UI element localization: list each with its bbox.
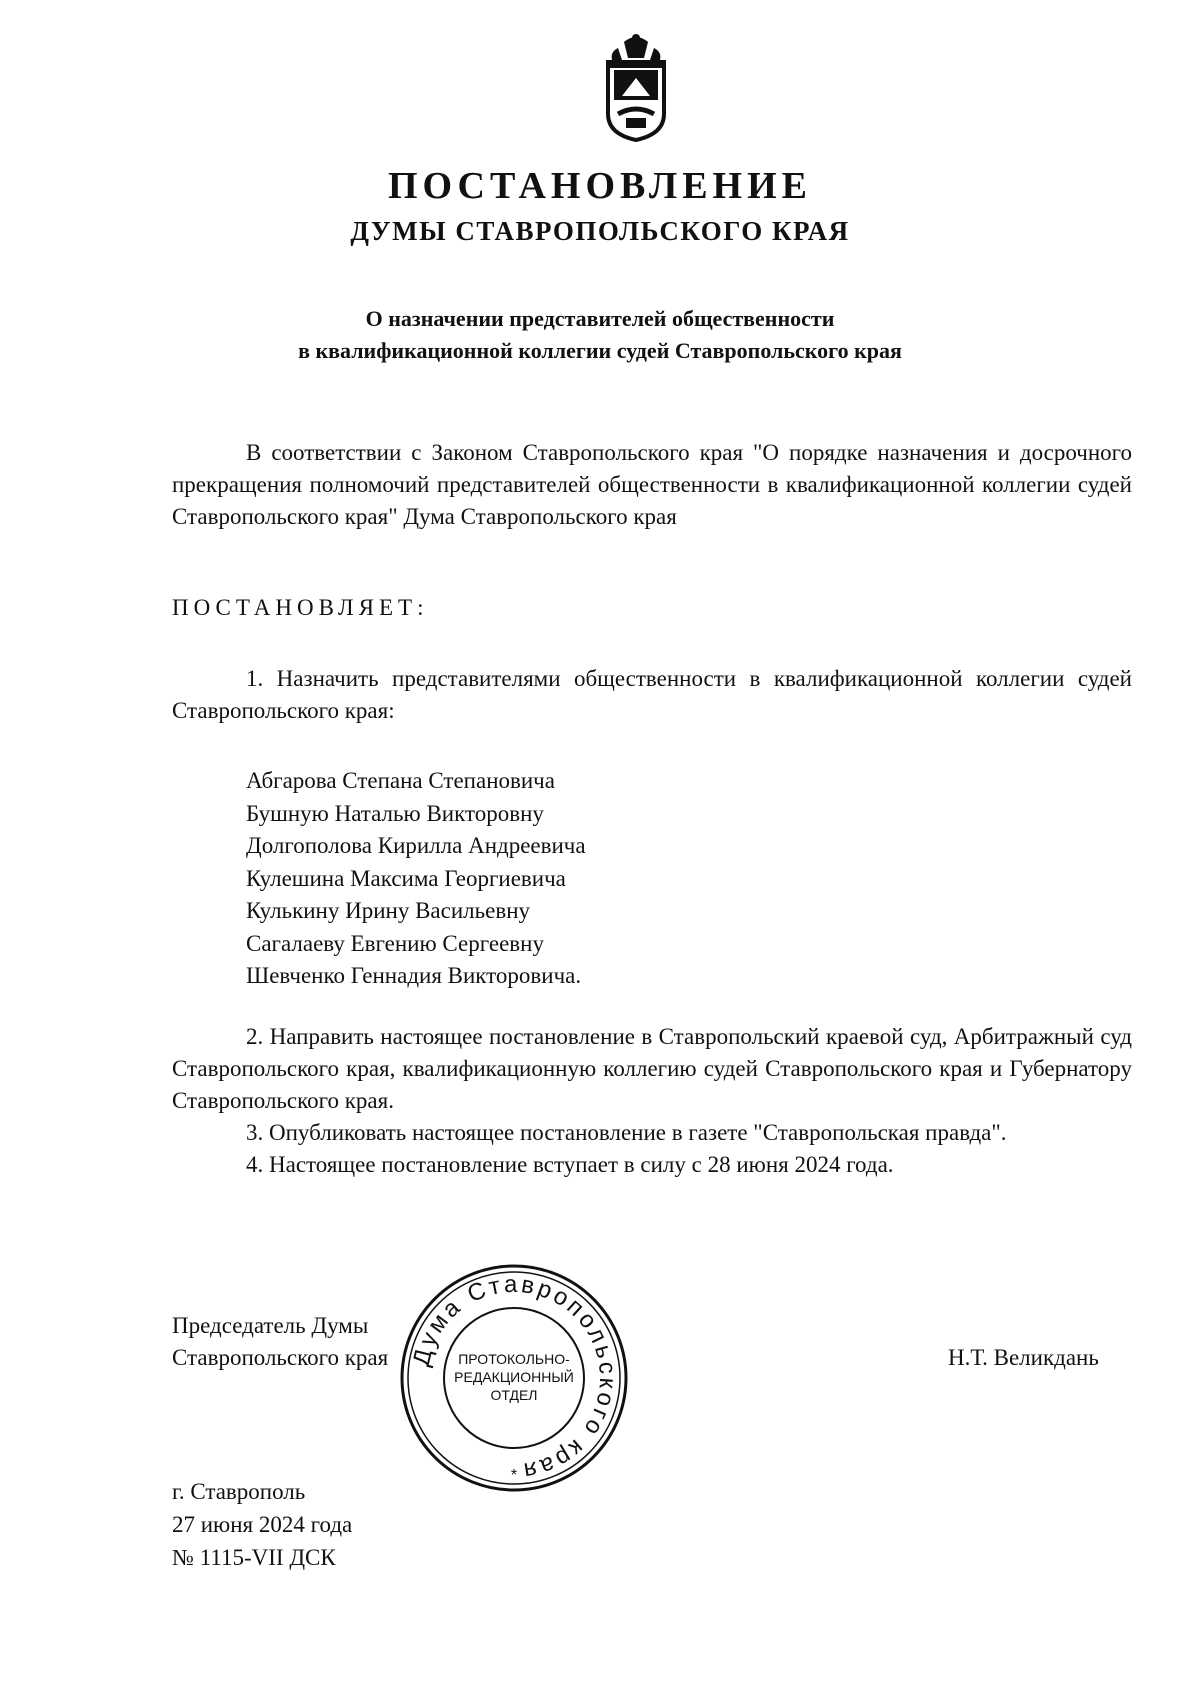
signer-position-line-2: Ставропольского края: [172, 1345, 389, 1370]
item-2: 2. Направить настоящее постановление в Ставропольский краевой суд, Арбитражный суд Ставропольского края, квалификационную коллегию судей Ставропольского края и Губернатору Ставропольского края.: [172, 1024, 1132, 1113]
appointees-list: [246, 765, 586, 993]
seal-center-line-1: ПРОТОКОЛЬНО-: [458, 1351, 570, 1367]
appointee: Абгарова Степана Степановича: [246, 768, 555, 793]
star-icon: *: [510, 1467, 518, 1484]
preamble: [172, 437, 1132, 533]
signer-name: Н.Т. Великдань: [948, 1345, 1099, 1370]
resolves-heading: ПОСТАНОВЛЯЕТ:: [172, 595, 429, 620]
document-number: № 1115-VII ДСК: [172, 1545, 336, 1570]
subject-line-2: в квалификационной коллегии судей Ставропольского края: [298, 338, 902, 363]
appointee: Долгополова Кирилла Андреевича: [246, 833, 586, 858]
issue-date: 27 июня 2024 года: [172, 1512, 353, 1537]
appointee: Сагалаеву Евгению Сергеевну: [246, 930, 544, 956]
item-4: 4. Настоящее постановление вступает в силу с 28 июня 2024 года.: [246, 1152, 894, 1177]
preamble-text: В соответствии с Законом Ставропольского края "О порядке назначения и досрочного прекращения полномочий представителей общественности в квалификационной коллегии судей Ставропольского края" Дума Ставропольского края: [172, 440, 1132, 529]
issue-details: [172, 1475, 352, 1574]
issue-city: г. Ставрополь: [172, 1479, 306, 1504]
signer-position-line-1: Председатель Думы: [172, 1313, 369, 1338]
coat-of-arms-icon: [600, 30, 672, 142]
item-3: 3. Опубликовать настоящее постановление в газете "Ставропольская правда".: [246, 1120, 1007, 1145]
appointee: Бушную Наталью Викторовну: [246, 800, 544, 826]
appointee: Кулькину Ирину Васильевну: [246, 898, 530, 923]
document-issuer: ДУМЫ СТАВРОПОЛЬСКОГО КРАЯ: [350, 216, 850, 246]
document-title: ПОСТАНОВЛЕНИЕ: [387, 165, 813, 207]
appointee: Шевченко Геннадия Викторовича.: [246, 963, 582, 988]
items-2-4: [172, 1021, 1132, 1181]
appointee: Кулешина Максима Георгиевича: [246, 865, 566, 891]
seal-center-line-2: РЕДАКЦИОННЫЙ: [454, 1369, 574, 1385]
seal-ring-text: Дума Ставропольского края: [407, 1270, 622, 1485]
seal-center-line-3: ОТДЕЛ: [490, 1387, 538, 1403]
official-seal-stamp: [398, 1262, 630, 1494]
subject-line-1: О назначении представителей общественности: [365, 306, 835, 331]
item-1: 1. Назначить представителями общественности в квалификационной коллегии судей Ставропольского края:: [172, 666, 1132, 723]
